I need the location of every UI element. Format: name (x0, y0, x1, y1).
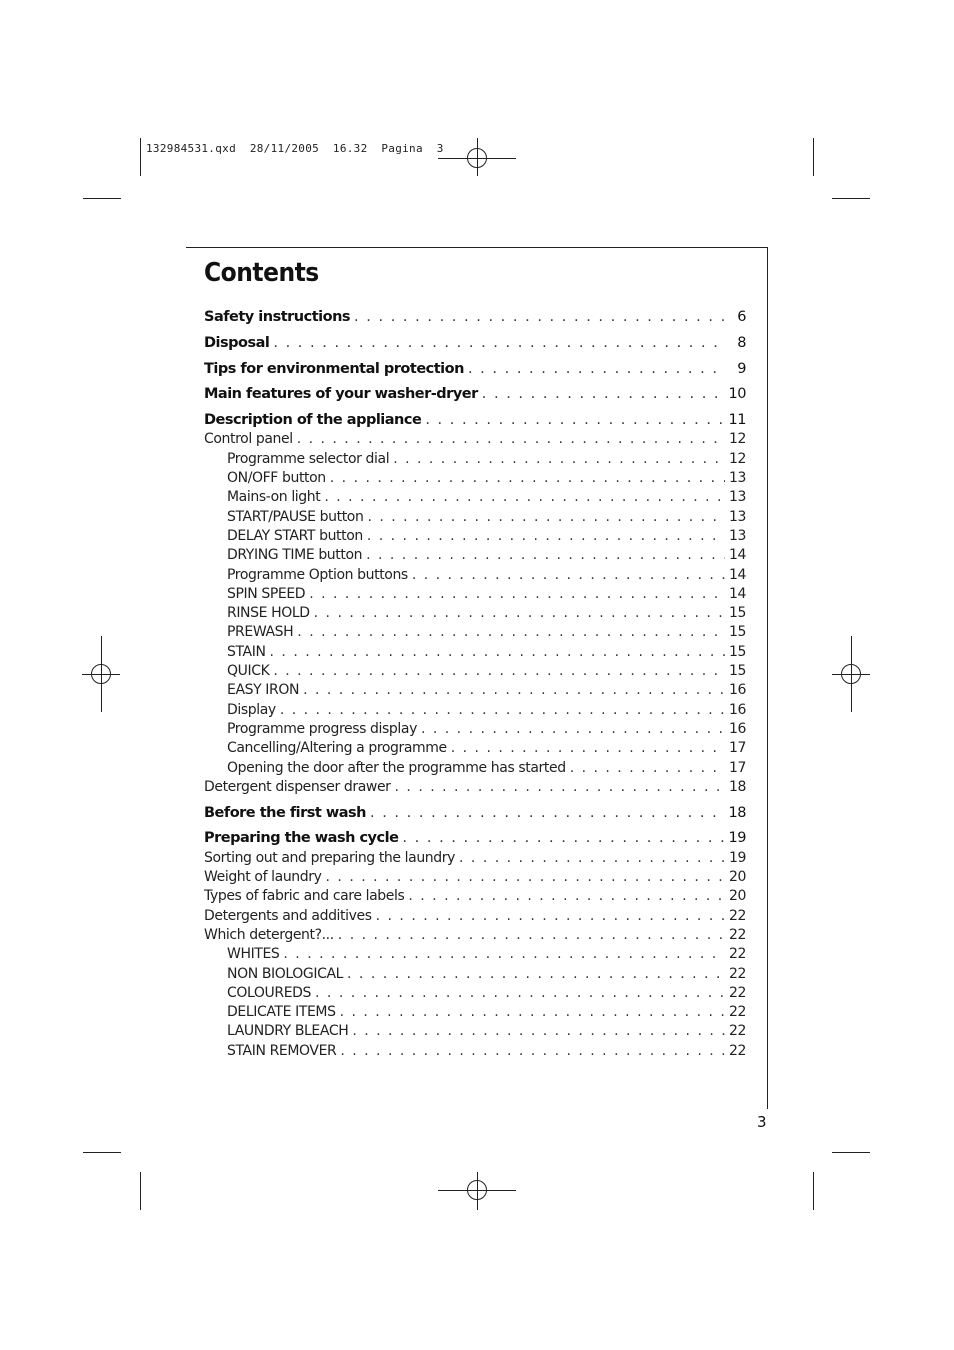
toc-leader-dots (402, 829, 724, 848)
toc-entry[interactable] (204, 868, 746, 887)
toc-entry-label: DELAY START button (227, 527, 363, 544)
toc-leader-dots (352, 1022, 725, 1041)
crop-mark (832, 198, 870, 199)
toc-entry-label: WHITES (227, 946, 280, 963)
toc-entry-label: Preparing the wash cycle (204, 830, 399, 847)
toc-entry[interactable] (204, 926, 746, 945)
toc-entry[interactable] (204, 681, 746, 700)
toc-entry-label: QUICK (227, 663, 270, 680)
toc-entry-page: 22 (728, 1004, 746, 1021)
toc-entry[interactable] (204, 1022, 746, 1041)
toc-entry-page: 20 (728, 869, 746, 886)
toc-entry-label: RINSE HOLD (227, 605, 310, 622)
toc-entry-label: ON/OFF button (227, 470, 326, 487)
toc-entry-label: PREWASH (227, 624, 294, 641)
toc-entry-label: Before the first wash (204, 804, 366, 821)
toc-entry[interactable] (204, 623, 746, 642)
toc-entry[interactable] (204, 527, 746, 546)
toc-leader-dots (314, 604, 725, 623)
toc-entry[interactable] (204, 829, 746, 848)
toc-entry[interactable] (204, 411, 746, 430)
toc-entry[interactable] (204, 887, 746, 906)
toc-entry[interactable] (204, 488, 746, 507)
toc-entry-page: 19 (728, 849, 746, 866)
registration-circle-icon (467, 148, 487, 168)
toc-entry-label: NON BIOLOGICAL (227, 965, 344, 982)
toc-leader-dots (297, 623, 725, 642)
toc-entry-page: 9 (737, 360, 746, 377)
toc-leader-dots (366, 546, 725, 565)
toc-entry-page: 14 (728, 547, 746, 564)
toc-entry[interactable] (204, 739, 746, 758)
toc-entry-label: Weight of laundry (204, 869, 322, 886)
toc-entry-label: DRYING TIME button (227, 547, 363, 564)
toc-entry-label: LAUNDRY BLEACH (227, 1023, 349, 1040)
toc-entry-label: Opening the door after the programme has started (227, 759, 566, 776)
toc-leader-dots (303, 681, 725, 700)
toc-entry-page: 11 (728, 412, 746, 429)
toc-leader-dots (393, 450, 725, 469)
toc-leader-dots (347, 965, 725, 984)
toc-leader-dots (280, 701, 725, 720)
toc-entry-page: 14 (728, 585, 746, 602)
toc-leader-dots (309, 585, 725, 604)
toc-entry-label: DELICATE ITEMS (227, 1004, 336, 1021)
toc-entry-page: 16 (728, 701, 746, 718)
crop-mark (813, 138, 814, 176)
toc-entry[interactable] (204, 334, 746, 353)
toc-entry-page: 14 (728, 566, 746, 583)
toc-leader-dots (330, 469, 725, 488)
top-rule (186, 247, 768, 248)
toc-entry-label: Which detergent?... (204, 926, 334, 943)
toc-entry-label: COLOUREDS (227, 984, 312, 1001)
toc-entry-page: 15 (728, 663, 746, 680)
toc-leader-dots (324, 488, 725, 507)
toc-entry-page: 15 (728, 624, 746, 641)
toc-entry-page: 16 (728, 720, 746, 737)
toc-entry-label: Control panel (204, 431, 293, 448)
toc-entry[interactable] (204, 984, 746, 1003)
toc-leader-dots (354, 308, 726, 327)
toc-entry-page: 16 (728, 682, 746, 699)
toc-leader-dots (425, 411, 724, 430)
toc-entry[interactable] (204, 508, 746, 527)
toc-entry-page: 22 (728, 965, 746, 982)
toc-entry-page: 22 (728, 984, 746, 1001)
toc-leader-dots (297, 430, 725, 449)
toc-entry-page: 18 (728, 804, 746, 821)
toc-leader-dots (338, 926, 725, 945)
toc-entry-label: STAIN REMOVER (227, 1042, 337, 1059)
toc-entry-page: 22 (728, 1042, 746, 1059)
registration-circle-icon (91, 664, 111, 684)
toc-entry-page: 17 (728, 759, 746, 776)
registration-circle-icon (467, 1180, 487, 1200)
toc-entry[interactable] (204, 546, 746, 565)
toc-entry-label: Types of fabric and care labels (204, 888, 405, 905)
toc-entry-label: Programme Option buttons (227, 566, 408, 583)
toc-entry-label: Main features of your washer-dryer (204, 386, 478, 403)
crop-mark (140, 138, 141, 176)
toc-entry-label: STAIN (227, 643, 266, 660)
toc-leader-dots (395, 778, 725, 797)
toc-entry[interactable] (204, 778, 746, 797)
crop-mark (140, 1172, 141, 1210)
toc-leader-dots (270, 643, 725, 662)
toc-entry-label: EASY IRON (227, 682, 300, 699)
toc-entry-page: 13 (728, 527, 746, 544)
toc-entry[interactable] (204, 604, 746, 623)
toc-entry[interactable] (204, 308, 746, 327)
toc-leader-dots (468, 360, 726, 379)
toc-entry[interactable] (204, 662, 746, 681)
table-of-contents (204, 308, 746, 1061)
toc-leader-dots (408, 887, 725, 906)
toc-entry-page: 13 (728, 489, 746, 506)
page-number: 3 (757, 1113, 767, 1131)
toc-entry-page: 22 (728, 946, 746, 963)
crop-mark (83, 198, 121, 199)
crop-mark (832, 1152, 870, 1153)
toc-leader-dots (570, 759, 725, 778)
toc-entry[interactable] (204, 804, 746, 823)
toc-leader-dots (326, 868, 725, 887)
toc-entry[interactable] (204, 720, 746, 739)
toc-entry-page: 12 (728, 450, 746, 467)
toc-entry-page: 15 (728, 605, 746, 622)
toc-entry[interactable] (204, 643, 746, 662)
toc-entry[interactable] (204, 1003, 746, 1022)
toc-leader-dots (482, 385, 725, 404)
print-slug: 132984531.qxd 28/11/2005 16.32 Pagina 3 (146, 142, 444, 155)
toc-entry[interactable] (204, 585, 746, 604)
registration-circle-icon (841, 664, 861, 684)
toc-entry-page: 13 (728, 470, 746, 487)
toc-entry-page: 10 (728, 386, 746, 403)
toc-entry-label: Disposal (204, 334, 270, 351)
toc-entry[interactable] (204, 945, 746, 964)
toc-leader-dots (315, 984, 725, 1003)
toc-leader-dots (370, 804, 725, 823)
toc-entry-page: 22 (728, 926, 746, 943)
toc-entry[interactable] (204, 430, 746, 449)
toc-leader-dots (283, 945, 725, 964)
toc-entry[interactable] (204, 701, 746, 720)
side-rule (767, 247, 768, 1109)
toc-entry[interactable] (204, 360, 746, 379)
toc-entry[interactable] (204, 849, 746, 868)
toc-entry-page: 22 (728, 1023, 746, 1040)
toc-entry-page: 19 (728, 830, 746, 847)
page-title: Contents (204, 258, 319, 288)
toc-entry-page: 13 (728, 508, 746, 525)
toc-leader-dots (451, 739, 725, 758)
toc-leader-dots (273, 334, 726, 353)
toc-entry-page: 20 (728, 888, 746, 905)
toc-entry-page: 15 (728, 643, 746, 660)
toc-entry-label: Mains-on light (227, 489, 321, 506)
toc-leader-dots (367, 508, 725, 527)
toc-entry-label: Description of the appliance (204, 412, 422, 429)
toc-leader-dots (421, 720, 725, 739)
toc-entry-label: SPIN SPEED (227, 585, 306, 602)
toc-entry-page: 18 (728, 778, 746, 795)
crop-mark (83, 1152, 121, 1153)
crop-mark (813, 1172, 814, 1210)
toc-entry-page: 22 (728, 907, 746, 924)
toc-entry[interactable] (204, 469, 746, 488)
toc-entry[interactable] (204, 965, 746, 984)
toc-entry[interactable] (204, 907, 746, 926)
toc-leader-dots (367, 527, 725, 546)
toc-entry-label: Programme progress display (227, 720, 417, 737)
toc-entry[interactable] (204, 385, 746, 404)
toc-entry[interactable] (204, 1042, 746, 1061)
toc-leader-dots (340, 1042, 725, 1061)
toc-leader-dots (459, 849, 725, 868)
toc-entry-page: 6 (737, 309, 746, 325)
toc-entry-label: Detergents and additives (204, 907, 372, 924)
toc-entry-page: 17 (728, 740, 746, 757)
toc-entry-label: START/PAUSE button (227, 508, 364, 525)
toc-entry-label: Display (227, 701, 276, 718)
toc-leader-dots (412, 566, 725, 585)
toc-entry[interactable] (204, 759, 746, 778)
toc-entry-page: 12 (728, 431, 746, 448)
toc-entry-label: Safety instructions (204, 309, 351, 325)
toc-entry-label: Cancelling/Altering a programme (227, 740, 447, 757)
toc-entry[interactable] (204, 450, 746, 469)
toc-entry[interactable] (204, 566, 746, 585)
toc-leader-dots (340, 1003, 725, 1022)
toc-entry-label: Tips for environmental protection (204, 360, 464, 377)
toc-entry-label: Sorting out and preparing the laundry (204, 849, 456, 866)
toc-leader-dots (376, 907, 725, 926)
toc-entry-label: Programme selector dial (227, 450, 390, 467)
toc-entry-label: Detergent dispenser drawer (204, 778, 391, 795)
toc-entry-page: 8 (737, 334, 746, 351)
toc-leader-dots (273, 662, 725, 681)
